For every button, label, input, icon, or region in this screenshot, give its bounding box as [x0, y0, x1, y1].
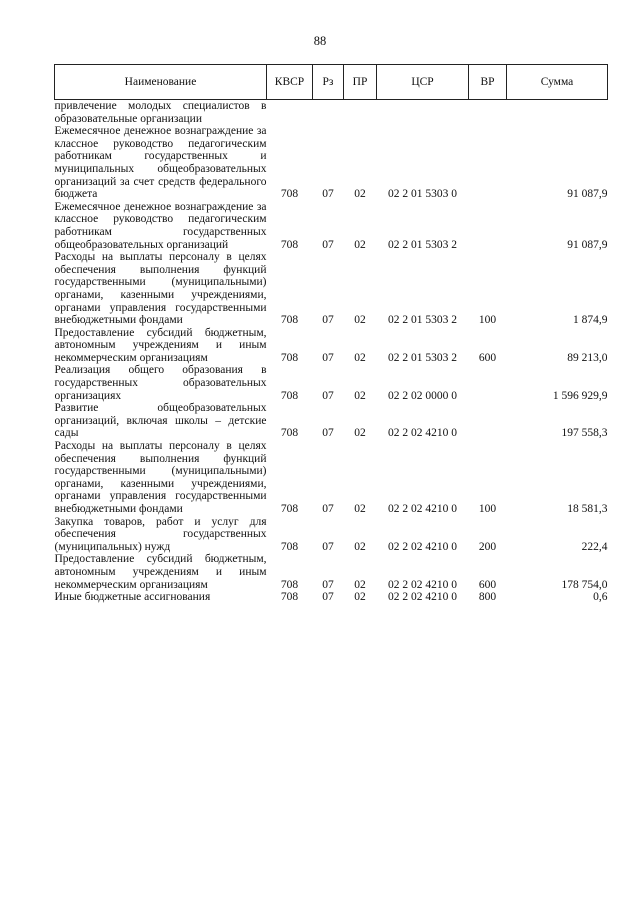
cell-name: Ежемесячное денежное вознаграждение за классное руководство педагогическим работникам государственных и муниципальных общеобразовательных организаций за счет средств федерального бюджета [54, 125, 267, 201]
table-row [55, 100, 608, 126]
cell-name: Закупка товаров, работ и услуг для обеспечения государственных (муниципальных) нужд [54, 515, 267, 553]
cell-vr: 100 [478, 503, 497, 515]
table-row [55, 516, 608, 554]
cell-name: Ежемесячное денежное вознаграждение за классное руководство педагогическим работникам государственных общеобразовательных организаций [54, 200, 267, 251]
cell-csr: 02 2 02 0000 0 [388, 389, 457, 402]
table-row [55, 402, 608, 440]
cell-kvsr: 708 [280, 389, 299, 402]
cell-vr [469, 201, 507, 251]
cell-rz: 07 [322, 578, 334, 591]
table-row [55, 591, 608, 604]
table-row [55, 327, 608, 365]
cell-pr: 02 [354, 578, 366, 591]
table-row [55, 440, 608, 516]
cell-name: Расходы на выплаты персоналу в целях обеспечения выполнения функций государственными (муниципальными) органами, казенными учреждениями, органами управления государственными внебюджетными фондами [54, 440, 267, 515]
cell-csr: 02 2 01 5303 2 [388, 314, 457, 327]
page-number: 88 [313, 34, 327, 48]
cell-kvsr: 708 [280, 314, 299, 327]
cell-pr: 02 [354, 540, 366, 553]
cell-sum: 18 581,3 [567, 503, 608, 515]
cell-name: Предоставление субсидий бюджетным, автономным учреждениям и иным некоммерческим организациям [54, 553, 267, 591]
cell-kvsr: 708 [280, 591, 299, 604]
cell-pr: 02 [354, 351, 366, 364]
cell-sum: 222,4 [581, 540, 608, 553]
header-rz: Рз [313, 65, 344, 100]
cell-pr: 02 [354, 591, 366, 604]
cell-name: Расходы на выплаты персоналу в целях обеспечения выполнения функций государственными (муниципальными) органами, казенными учреждениями, органами управления государственными внебюджетными фондами [54, 251, 267, 327]
cell-kvsr: 708 [280, 238, 299, 251]
cell-vr [469, 402, 507, 440]
cell-name: Развитие общеобразовательных организаций, включая школы – детские сады [54, 402, 267, 440]
cell-vr: 800 [478, 591, 497, 604]
cell-pr: 02 [354, 238, 366, 251]
table-header-row [55, 65, 608, 100]
header-kvsr: КВСР [267, 65, 313, 100]
cell-pr: 02 [354, 427, 366, 440]
cell-csr: 02 2 01 5303 0 [388, 188, 457, 201]
cell-rz: 07 [322, 540, 334, 553]
cell-csr: 02 2 02 4210 0 [388, 540, 457, 553]
cell-pr: 02 [354, 503, 366, 515]
cell-rz: 07 [322, 503, 334, 515]
table-row [55, 364, 608, 402]
cell-sum: 89 213,0 [567, 351, 608, 364]
table-row [55, 251, 608, 327]
cell-vr [469, 100, 507, 126]
header-sum: Сумма [507, 65, 608, 100]
cell-pr: 02 [354, 188, 366, 201]
header-pr: ПР [344, 65, 377, 100]
header-csr: ЦСР [377, 65, 469, 100]
cell-rz: 07 [322, 389, 334, 402]
cell-sum: 197 558,3 [561, 427, 608, 440]
cell-rz: 07 [322, 351, 334, 364]
cell-sum: 1 596 929,9 [552, 389, 608, 402]
cell-name: Предоставление субсидий бюджетным, автономным учреждениям и иным некоммерческим организациям [54, 326, 267, 364]
cell-csr: 02 2 02 4210 0 [388, 591, 457, 604]
cell-kvsr [267, 100, 313, 126]
cell-rz [313, 100, 344, 126]
cell-sum: 178 754,0 [561, 578, 608, 591]
header-vr: ВР [469, 65, 507, 100]
table-row [55, 201, 608, 251]
cell-rz: 07 [322, 427, 334, 440]
cell-vr: 600 [478, 578, 497, 591]
cell-sum: 0,6 [593, 591, 608, 604]
cell-kvsr: 708 [280, 540, 299, 553]
cell-csr: 02 2 01 5303 2 [388, 238, 457, 251]
cell-kvsr: 708 [280, 427, 299, 440]
budget-table [54, 64, 608, 604]
cell-vr [469, 125, 507, 201]
cell-csr: 02 2 02 4210 0 [388, 503, 457, 515]
cell-rz: 07 [322, 314, 334, 327]
cell-vr: 100 [478, 314, 497, 327]
header-name: Наименование [55, 65, 267, 100]
cell-name: Реализация общего образования в государственных образовательных организациях [54, 364, 267, 402]
cell-csr: 02 2 01 5303 2 [388, 351, 457, 364]
cell-vr: 200 [478, 540, 497, 553]
cell-rz: 07 [322, 188, 334, 201]
cell-name: привлечение молодых специалистов в образовательные организации [54, 100, 267, 125]
cell-sum: 1 874,9 [573, 314, 608, 327]
cell-kvsr: 708 [280, 503, 299, 515]
cell-sum [507, 100, 608, 126]
cell-pr: 02 [354, 314, 366, 327]
cell-kvsr: 708 [280, 351, 299, 364]
cell-csr [377, 100, 469, 126]
cell-csr: 02 2 02 4210 0 [388, 578, 457, 591]
cell-pr: 02 [354, 389, 366, 402]
cell-rz: 07 [322, 591, 334, 604]
table-row [55, 125, 608, 201]
cell-vr [469, 364, 507, 402]
cell-vr: 600 [478, 351, 497, 364]
cell-pr [344, 100, 377, 126]
cell-csr: 02 2 02 4210 0 [388, 427, 457, 440]
cell-rz: 07 [322, 238, 334, 251]
cell-kvsr: 708 [280, 578, 299, 591]
cell-name: Иные бюджетные ассигнования [54, 591, 211, 604]
cell-sum: 91 087,9 [567, 188, 608, 201]
table-row [55, 553, 608, 591]
cell-sum: 91 087,9 [567, 238, 608, 251]
cell-kvsr: 708 [280, 188, 299, 201]
